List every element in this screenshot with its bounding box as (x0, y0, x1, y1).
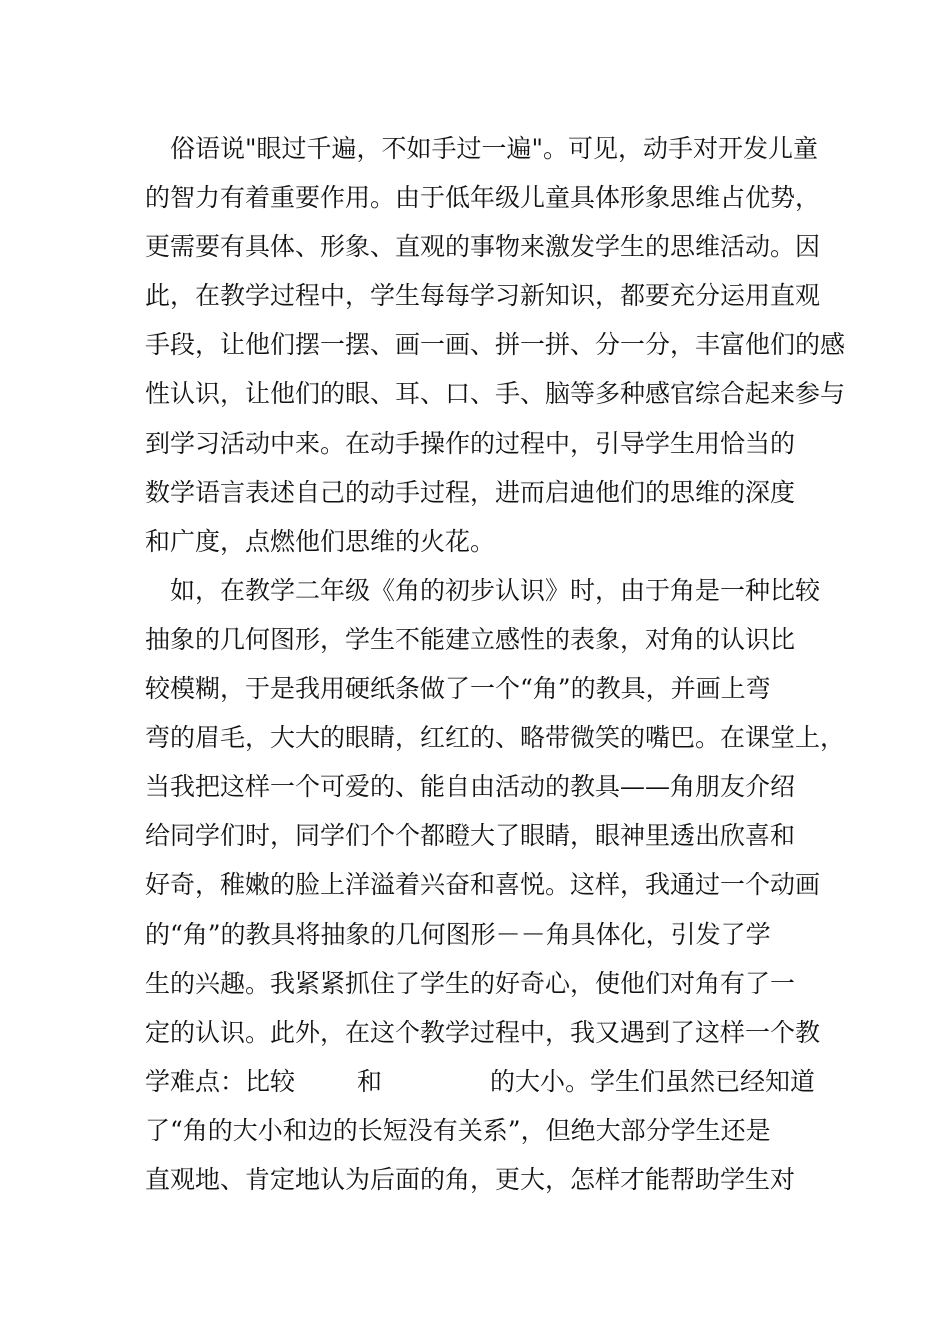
split-line-part-3: 的大小。学生们虽然已经知道 (490, 1066, 816, 1096)
paragraph-1-line-1: 俗语说"眼过千遍，不如手过一遍"。可见，动手对开发儿童 (170, 134, 819, 163)
split-line-part-2: 和 (357, 1066, 383, 1096)
paragraph-1-line-7: 到学习活动中来。在动手操作的过程中，引导学生用恰当的 (145, 428, 796, 458)
paragraph-1-line-4: 此，在教学过程中，学生每每学习新知识，都要充分运用直观 (145, 281, 821, 311)
paragraph-2-line-9: 生的兴趣。我紧紧抓住了学生的好奇心，使他们对角有了一 (145, 968, 796, 998)
paragraph-2-line-1: 如，在教学二年级《角的初步认识》时，由于角是一种比较 (170, 575, 821, 605)
paragraph-2-line-11 (145, 1057, 825, 1106)
paragraph-2-line-10: 定的认识。此外，在这个教学过程中，我又遇到了这样一个教 (145, 1017, 821, 1047)
paragraph-2-line-5: 当我把这样一个可爱的、能自由活动的教具——角朋友介绍 (145, 772, 796, 802)
paragraph-2-line-4: 弯的眉毛，大大的眼睛，红红的、略带微笑的嘴巴。在课堂上， (145, 723, 846, 753)
paragraph-1-line-8: 数学语言表述自己的动手过程，进而启迪他们的思维的深度 (145, 477, 796, 507)
paragraph-2-line-6: 给同学们时，同学们个个都瞪大了眼睛，眼神里透出欣喜和 (145, 821, 796, 851)
paragraph-1-line-9: 和广度，点燃他们思维的火花。 (145, 526, 496, 556)
split-line-part-1: 学难点：比较 (145, 1066, 296, 1096)
paragraph-2-line-12: 了“角的大小和边的长短没有关系”，但绝大部分学生还是 (145, 1115, 771, 1145)
body-text (145, 124, 846, 1204)
paragraph-2-line-8: 的“角”的教具将抽象的几何图形－－角具体化，引发了学 (145, 919, 771, 949)
paragraph-2-line-2: 抽象的几何图形，学生不能建立感性的表象，对角的认识比 (145, 624, 796, 654)
paragraph-1-line-6: 性认识，让他们的眼、耳、口、手、脑等多种感官综合起来参与 (145, 379, 846, 409)
paragraph-2-line-13: 直观地、肯定地认为后面的角，更大，怎样才能帮助学生对 (145, 1164, 796, 1194)
paragraph-1-line-5: 手段，让他们摆一摆、画一画、拼一拼、分一分，丰富他们的感 (145, 330, 846, 360)
paragraph-2-line-3: 较模糊，于是我用硬纸条做了一个“角”的教具，并画上弯 (145, 674, 771, 704)
paragraph-2-line-7: 好奇，稚嫩的脸上洋溢着兴奋和喜悦。这样，我通过一个动画 (145, 870, 821, 900)
paragraph-1-line-2: 的智力有着重要作用。由于低年级儿童具体形象思维占优势， (145, 183, 821, 213)
paragraph-1-line-3: 更需要有具体、形象、直观的事物来激发学生的思维活动。因 (145, 232, 821, 262)
